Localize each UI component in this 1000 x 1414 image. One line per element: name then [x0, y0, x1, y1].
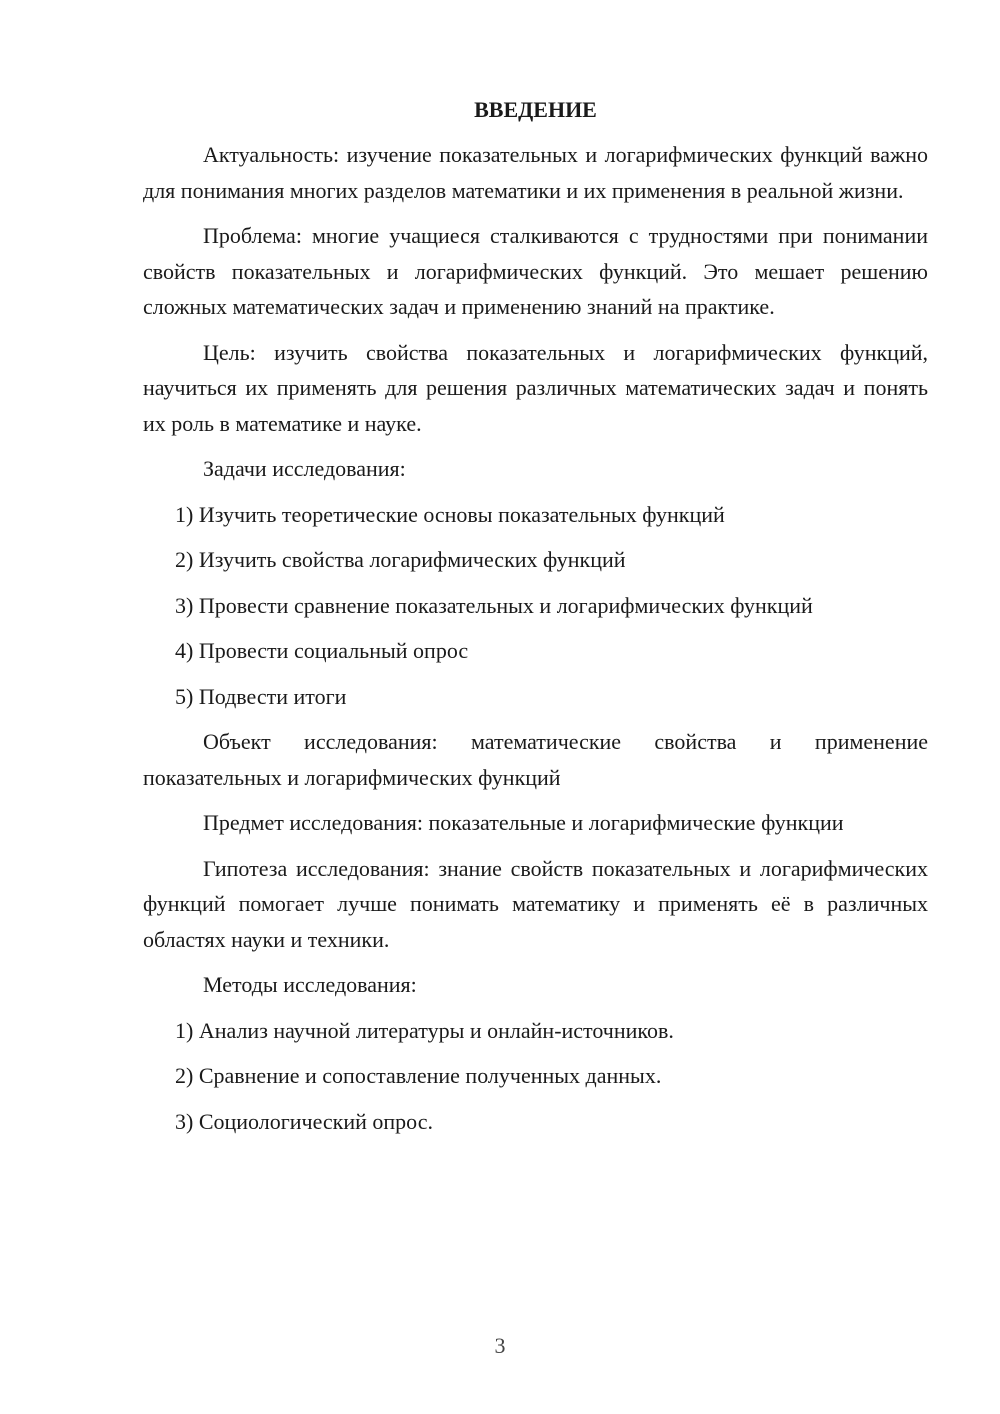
section-title: ВВЕДЕНИЕ: [474, 97, 597, 122]
method-item: 2) Сравнение и сопоставление полученных данных.: [175, 1063, 662, 1088]
task-item: 3) Провести сравнение показательных и логарифмических функций: [175, 592, 813, 618]
goal-paragraph: Цель: изучить свойства показательных и логарифмических функций, научиться их применять для решения различных математических задач и понять их роль в математике и науке.: [143, 339, 928, 436]
task-item: 5) Подвести итоги: [175, 683, 347, 709]
task-item: 4) Провести социальный опрос: [175, 638, 469, 663]
problem-paragraph: Проблема: многие учащиеся сталкиваются с трудностями при понимании свойств показательных и логарифмических функций. Это мешает решению сложных математических задач и применению знаний на практике.: [143, 223, 928, 319]
method-item: 1) Анализ научной литературы и онлайн-источников.: [175, 1017, 674, 1043]
tasks-heading: Задачи исследования:: [203, 456, 406, 481]
methods-heading: Методы исследования:: [203, 972, 417, 997]
page-number: 3: [494, 1333, 506, 1358]
subject-paragraph: Предмет исследования: показательные и логарифмические функции: [203, 810, 844, 835]
relevance-paragraph: Актуальность: изучение показательных и логарифмических функций важно для понимания многих разделов математики и их применения в реальной жизни.: [143, 142, 928, 203]
task-item: 1) Изучить теоретические основы показательных функций: [175, 501, 725, 527]
document-page: [143, 92, 928, 1149]
task-item: 2) Изучить свойства логарифмических функций: [175, 547, 626, 572]
object-paragraph: Объект исследования: математические свойства и применение показательных и логарифмических функций: [143, 729, 928, 790]
hypothesis-paragraph: Гипотеза исследования: знание свойств показательных и логарифмических функций помогает лучше понимать математику и применять её в различных областях науки и техники.: [143, 855, 928, 952]
method-item: 3) Социологический опрос.: [175, 1108, 433, 1134]
